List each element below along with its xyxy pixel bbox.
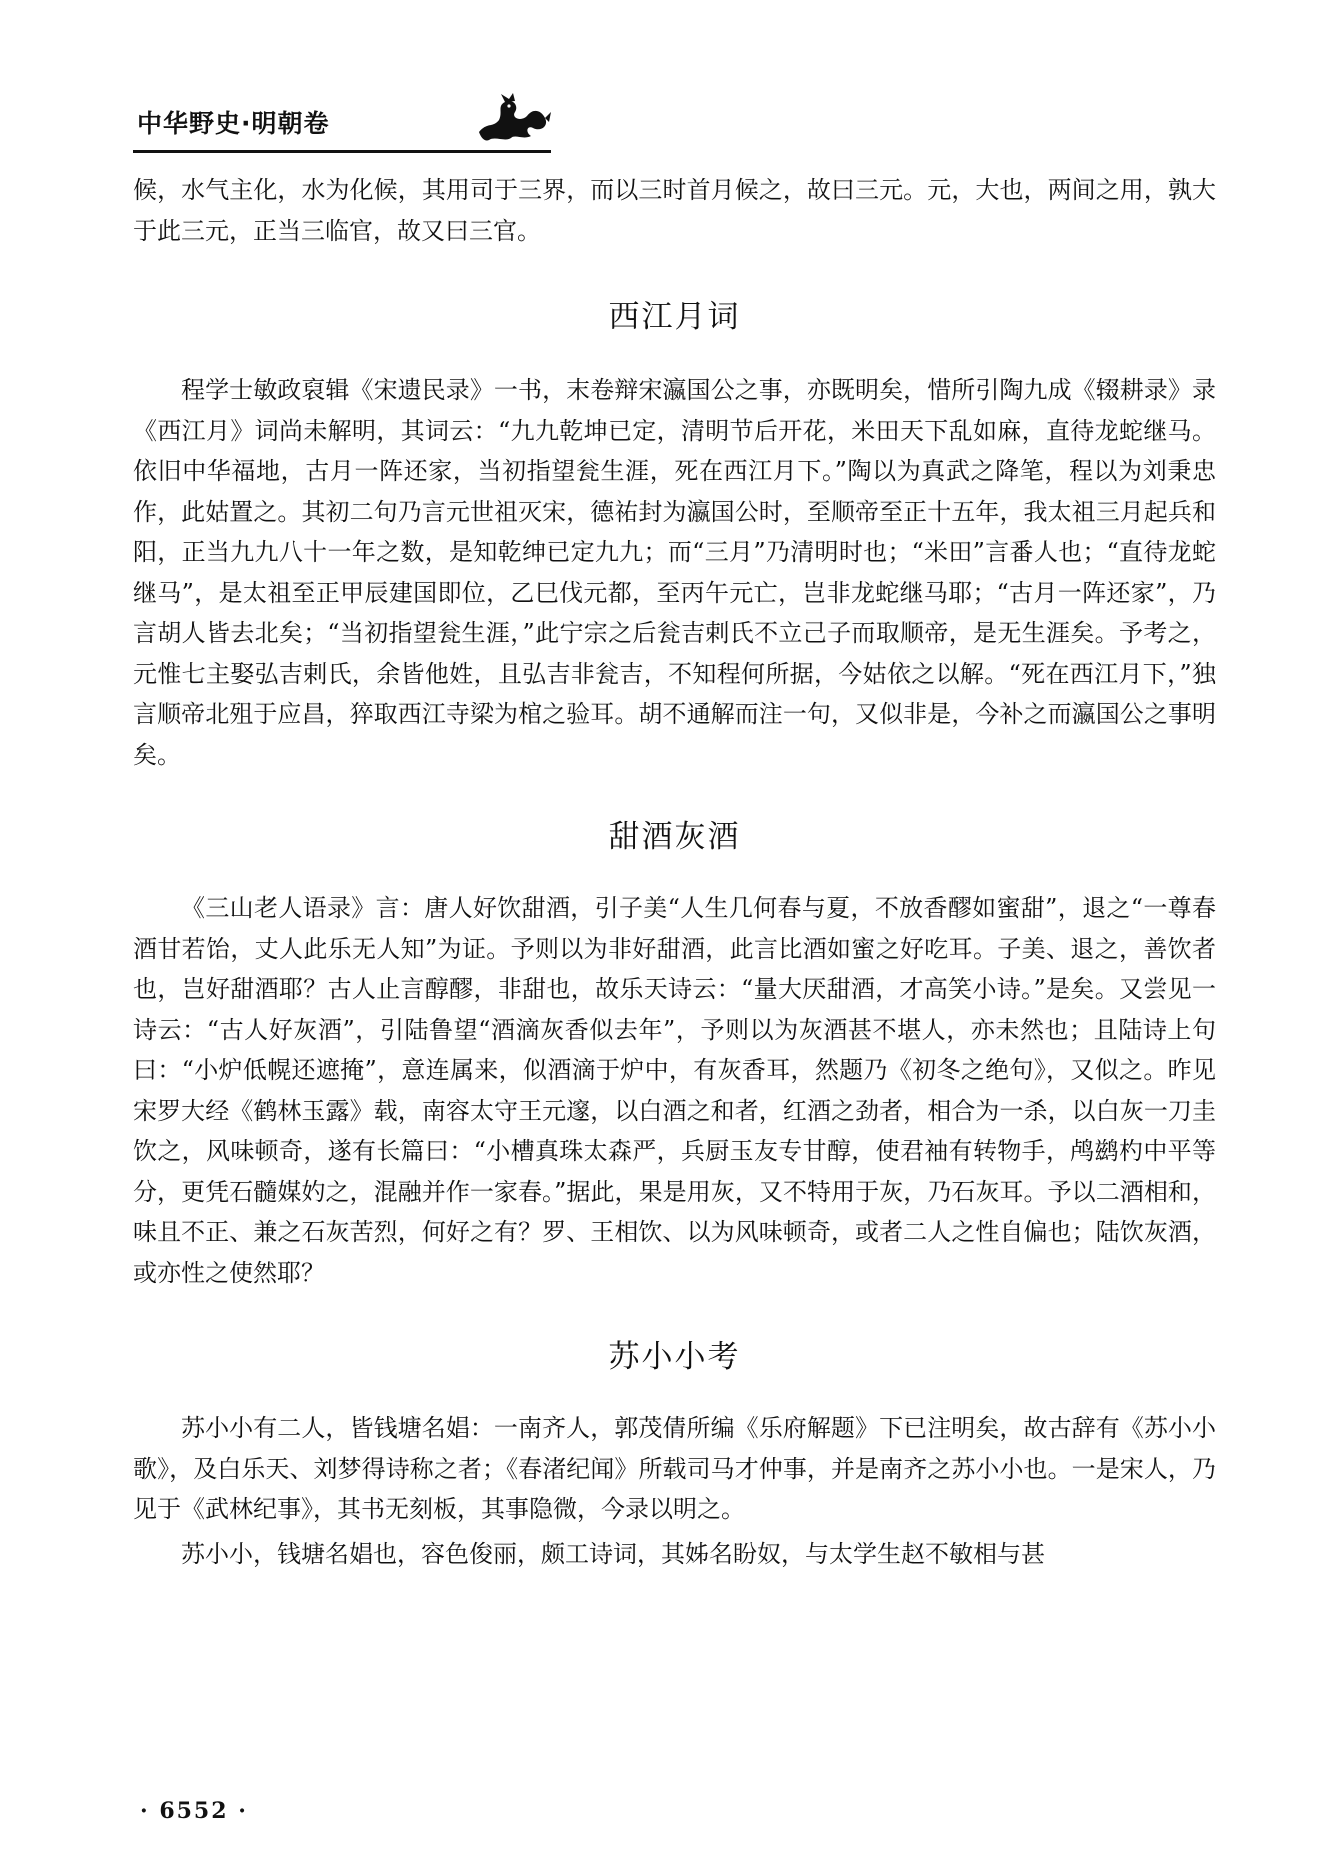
section-paragraph: 程学士敏政裒辑《宋遗民录》一书，末卷辩宋瀛国公之事，亦既明矣，惜所引陶九成《辍耕录》录《西江月》词尚未解明，其词云：“九九乾坤已定，清明节后开花，米田天下乱如麻，直待龙蛇继马。依旧中华福地，古月一阵还家，当初指望瓮生涯，死在西江月下。”陶以为真武之降笔，程以为刘秉忠作，此姑置之。其初二句乃言元世祖灭宋，德祐封为瀛国公时，至顺帝至正十五年，我太祖三月起兵和阳，正当九九八十一年之数，是知乾绅已定九九；而“三月”乃清明时也；“米田”言番人也；“直待龙蛇继马”，是太祖至正甲辰建国即位，乙巳伐元都，至丙午元亡，岂非龙蛇继马耶；“古月一阵还家”，乃言胡人皆去北矣；“当初指望瓮生涯，”此宁宗之后瓮吉剌氏不立己子而取顺帝，是无生涯矣。予考之，元惟七主娶弘吉剌氏，余皆他姓，且弘吉非瓮吉，不知程何所据，今姑依之以解。“死在西江月下，”独言顺帝北殂于应昌，猝取西江寺梁为棺之验耳。胡不通解而注一句，又似非是，今补之而瀛国公之事明矣。 (133, 376, 1216, 769)
dragon-icon (475, 92, 553, 144)
section-paragraph: 《三山老人语录》言：唐人好饮甜酒，引子美“人生几何春与夏，不放香醪如蜜甜”，退之“一尊春酒甘若饴，丈人此乐无人知”为证。予则以为非好甜酒，此言比酒如蜜之好吃耳。子美、退之，善饮者也，岂好甜酒耶？古人止言醇醪，非甜也，故乐天诗云：“量大厌甜酒，才高笑小诗。”是矣。又尝见一诗云：“古人好灰酒”，引陆鲁望“酒滴灰香似去年”，予则以为灰酒甚不堪人，亦未然也；且陆诗上句曰：“小炉低幌还遮掩”，意连属来，似酒滴于炉中，有灰香耳，然题乃《初冬之绝句》，又似之。昨见宋罗大经《鹤林玉露》载，南容太守王元邃，以白酒之和者，红酒之劲者，相合为一杀，以白灰一刀圭饮之，风味顿奇，遂有长篇曰：“小槽真珠太森严，兵厨玉友专甘醇，使君袖有转物手，鸬鹚杓中平等分，更凭石髓媒妁之，混融并作一家春。”据此，果是用灰，又不特用于灰，乃石灰耳。予以二酒相和，味且不正、兼之石灰苦烈，何好之有？罗、王相饮、以为风味顿奇，或者二人之性自偏也；陆饮灰酒，或亦性之使然耶？ (133, 894, 1216, 1287)
series-title: 中华野史·明朝卷 (137, 109, 330, 138)
section-title: 甜酒灰酒 (608, 819, 741, 855)
continuation-paragraph: 候，水气主化，水为化候，其用司于三界，而以三时首月候之，故曰三元。元，大也，两间之用，孰大于此三元，正当三临官，故又曰三官。 (133, 176, 1216, 245)
section-paragraph: 苏小小，钱塘名娼也，容色俊丽，颇工诗词，其姊名盼奴，与太学生赵不敏相与甚 (181, 1539, 1045, 1568)
running-head (133, 92, 553, 152)
header-rule (133, 150, 551, 153)
page-number: · 6552 · (140, 1798, 248, 1824)
section-title: 苏小小考 (608, 1339, 741, 1375)
main-text (133, 170, 1216, 1574)
section-title: 西江月词 (608, 299, 741, 335)
section-paragraph: 苏小小有二人，皆钱塘名娼：一南齐人，郭茂倩所编《乐府解题》下已注明矣，故古辞有《苏小小歌》，及白乐天、刘梦得诗称之者；《春渚纪闻》所载司马才仲事，并是南齐之苏小小也。一是宋人，乃见于《武林纪事》，其书无刻板，其事隐微，今录以明之。 (133, 1414, 1216, 1523)
